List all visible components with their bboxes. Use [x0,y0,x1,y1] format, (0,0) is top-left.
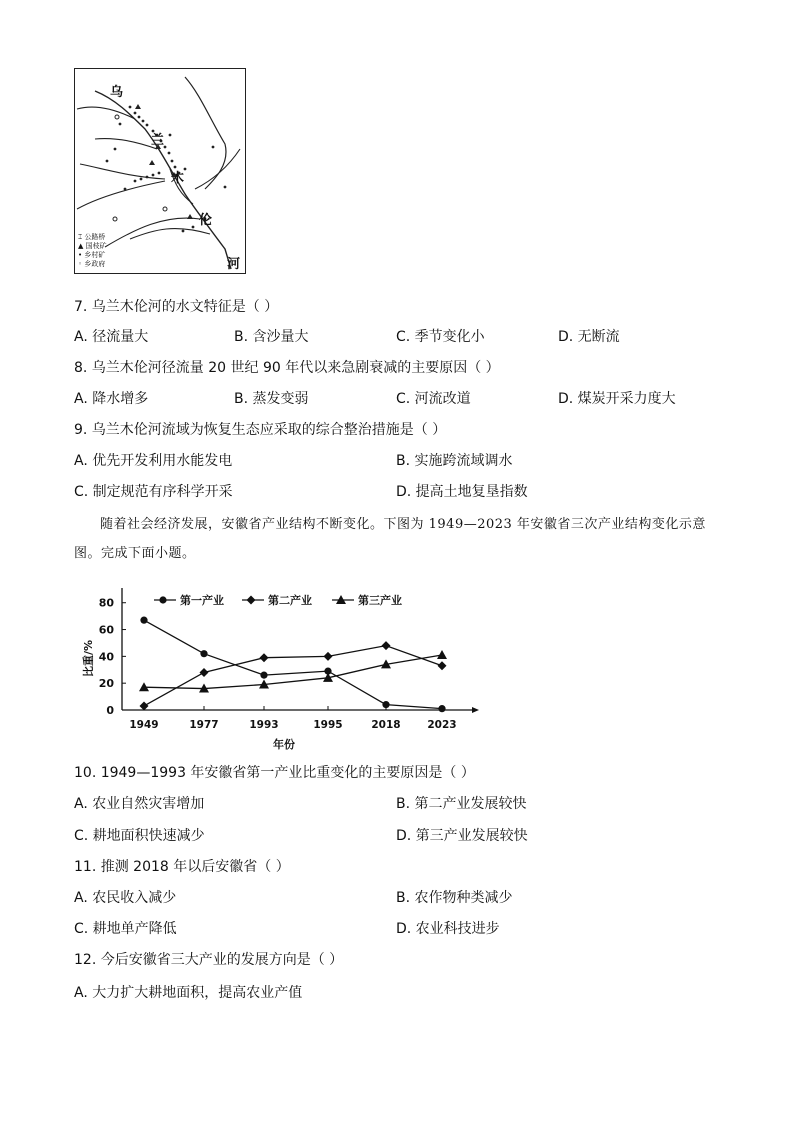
series-1-point [260,672,267,679]
q9-option-d[interactable]: D. 提高土地复垦指数 [396,484,528,500]
legend-township: ◦ 乡政府 [78,260,106,268]
series-1-point [140,617,147,624]
map-label-wu: 乌 [110,85,124,100]
intro-line-2: 图。完成下面小题。 [74,546,196,561]
y-axis-title: 比重/% [82,639,95,677]
map-label-he: 河 [227,257,241,272]
legend-marker [247,596,256,605]
series-line-2 [144,646,442,706]
question-7-stem: 7. 乌兰木伦河的水文特征是（ ） [74,299,279,315]
q11-option-d[interactable]: D. 农业科技进步 [396,921,500,937]
x-tick-label: 1949 [129,719,159,731]
q10-option-a[interactable]: A. 农业自然灾害增加 [74,796,205,812]
question-9-stem: 9. 乌兰木伦河流域为恢复生态应采取的综合整治措施是（ ） [74,422,447,438]
dot-icon: • [78,251,83,259]
series-line-3 [144,655,442,689]
q10-option-d[interactable]: D. 第三产业发展较快 [396,828,528,844]
legend-label: 第一产业 [180,594,224,607]
q10-option-b[interactable]: B. 第二产业发展较快 [396,796,527,812]
q12-option-a[interactable]: A. 大力扩大耕地面积，提高农业产值 [74,985,303,1001]
triangle-icon: ▲ [78,242,84,250]
x-axis-arrow [472,707,479,713]
series-2-point [382,641,391,650]
legend-village-mine: • 乡村矿 [78,251,106,259]
q8-option-d[interactable]: D. 煤炭开采力度大 [558,391,676,407]
question-8-stem: 8. 乌兰木伦河径流量 20 世纪 90 年代以来急剧衰减的主要原因（ ） [74,360,500,376]
x-tick-label: 1995 [313,719,343,731]
series-3-point [437,650,447,659]
q7-option-b[interactable]: B. 含沙量大 [234,329,309,345]
y-tick-label: 20 [98,677,114,691]
q11-option-b[interactable]: B. 农作物种类减少 [396,890,513,906]
river-map [74,68,246,274]
series-2-point [140,701,149,710]
x-tick-label: 2018 [371,719,401,731]
y-tick-label: 40 [98,650,114,664]
series-line-1 [144,620,442,708]
x-tick-label: 2023 [427,719,457,731]
legend-label: 第三产业 [358,594,402,607]
series-2-point [438,661,447,670]
q10-option-c[interactable]: C. 耕地面积快速减少 [74,828,205,844]
question-10-stem: 10. 1949—1993 年安徽省第一产业比重变化的主要原因是（ ） [74,765,475,781]
bridge-icon: ⌶ [78,233,83,241]
circle-icon: ◦ [78,260,83,268]
q9-option-c[interactable]: C. 制定规范有序科学开采 [74,484,233,500]
series-2-point [260,653,269,662]
q11-option-c[interactable]: C. 耕地单产降低 [74,921,177,937]
legend-label: 第二产业 [268,594,312,607]
x-tick-label: 1977 [189,719,219,731]
q9-option-a[interactable]: A. 优先开发利用水能发电 [74,453,233,469]
q9-option-b[interactable]: B. 实施跨流域调水 [396,453,513,469]
q8-option-a[interactable]: A. 降水增多 [74,391,149,407]
question-11-stem: 11. 推测 2018 年以后安徽省（ ） [74,859,290,875]
q7-option-d[interactable]: D. 无断流 [558,329,620,345]
series-1-point [382,701,389,708]
legend-marker [159,596,166,603]
legend-state-mine: ▲ 国枝矿 [78,242,107,250]
map-label-lun: 伦 [199,213,213,228]
q7-option-a[interactable]: A. 径流量大 [74,329,149,345]
q11-option-a[interactable]: A. 农民收入减少 [74,890,177,906]
map-label-mu: 木 [171,171,185,186]
legend-bridge: ⌶ 公路桥 [78,233,106,241]
series-2-point [324,652,333,661]
series-1-point [438,705,445,712]
map-legend [78,233,107,269]
intro-line-1: 随着社会经济发展，安徽省产业结构不断变化。下图为 1949—2023 年安徽省三次产业结构变化示意 [100,517,706,532]
question-12-stem: 12. 今后安徽省三大产业的发展方向是（ ） [74,952,344,968]
map-label-lan: 兰 [151,133,165,148]
series-2-point [200,668,209,677]
industry-structure-chart [74,582,484,758]
q8-option-b[interactable]: B. 蒸发变弱 [234,391,309,407]
q8-option-c[interactable]: C. 河流改道 [396,391,471,407]
x-axis-title: 年份 [273,738,295,751]
y-tick-label: 80 [98,596,114,610]
q7-option-c[interactable]: C. 季节变化小 [396,329,485,345]
y-tick-label: 60 [98,623,114,637]
series-1-point [200,650,207,657]
y-tick-label: 0 [106,704,114,717]
x-tick-label: 1993 [249,719,279,731]
